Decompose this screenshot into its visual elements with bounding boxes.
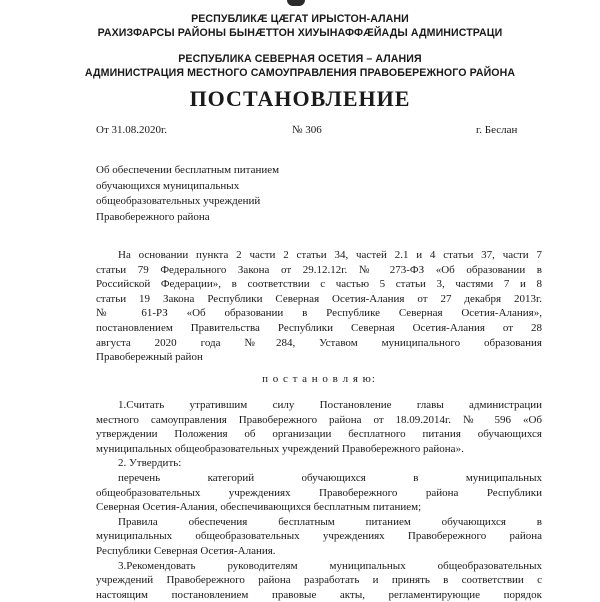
coat-of-arms-emblem [287,0,305,6]
decree-body [96,398,542,602]
subject-line: Об обеспечении бесплатным питанием [96,164,280,176]
decree-number: № 306 [292,124,322,136]
body-line: местного самоуправления Правобережного района от 18.09.2014г. № 596 «Об [96,413,542,426]
body-line: 3.Рекомендовать руководителям муниципальных общеобразовательных [118,559,542,572]
body-line: перечень категорий обучающихся в муниципальных [118,471,542,484]
header-line-3: РЕСПУБЛИКА СЕВЕРНАЯ ОСЕТИЯ – АЛАНИЯ [178,53,422,65]
subject-line: обучающихся муниципальных [96,179,240,192]
header-line-1: РЕСПУБЛИКÆ ЦÆГАТ ИРЫСТОН-АЛАНИ [191,13,409,25]
preamble-line: августа 2020 года №284, Уставом муниципального образования [96,336,542,349]
document-title: ПОСТАНОВЛЕНИЕ [189,86,411,111]
body-line: общеобразовательных учреждениях Правобережного района Республики [96,486,542,499]
subject-line: общеобразовательных учреждений [96,195,261,208]
body-line: учреждений Правобережного района разработать и принять в соответствии с [96,574,542,587]
preamble-line: На основании пункта 2 части 2 статьи 34, частей 2.1 и 4 статьи 37, части 7 [118,249,542,261]
preamble-line: статьи 19 Закона Республики Северная Осетия-Алания от 27 декабря 2013г. [96,292,542,305]
preamble-line: Российской Федерации», в соответствии с частью 5 статьи 3, частями 7 и 8 [96,278,542,291]
preamble-line: постановлением Правительства Республики Северная Осетия-Алания от 28 [96,321,542,334]
header-line-4: АДМИНИСТРАЦИЯ МЕСТНОГО САМОУПРАВЛЕНИЯ ПРАВОБЕРЕЖНОГО РАЙОНА [84,67,516,79]
preamble-paragraph [96,248,542,365]
body-line: муниципальных общеобразовательных учреждений Правобережного района». [96,442,464,455]
header-line-2: РАХИЗФАРСЫ РАЙОНЫ БЫНÆТТОН ХИУЫНАФФÆЙАДЫ АДМИНИСТРАЦИ [97,27,503,39]
decree-subject [96,163,336,225]
body-line: 2. Утвердить: [118,457,182,470]
body-line: Республики Северная Осетия-Алания. [96,544,276,557]
body-line: Правила обеспечения бесплатным питанием обучающихся в [118,515,542,528]
preamble-line: Правобережный район [96,351,203,364]
body-line: муниципальных общеобразовательных учреждениях Правобережного района [96,530,542,543]
preamble-line: № 61-РЗ «Об образовании в Республике Северная Осетия-Алания», [96,307,542,320]
decree-word: п о с т а н о в л я ю: [262,373,376,385]
decree-date: От 31.08.2020г. [96,124,168,136]
subject-line: Правобережного района [96,210,210,223]
decree-city: г. Беслан [476,124,518,136]
body-line: настоящим постановлением правовые акты, регламентирующие порядок [96,588,542,601]
body-line: Северная Осетия-Алания, обеспечивающихся бесплатным питанием; [96,501,422,514]
body-line: утверждении Положения об организации бесплатного питания обучающихся [96,428,542,441]
preamble-line: статьи 79 Федерального Закона от 29.12.12г. № 273-ФЗ «Об образовании в [96,263,542,276]
body-line: 1.Считать утратившим силу Постановление главы администрации [118,399,542,411]
